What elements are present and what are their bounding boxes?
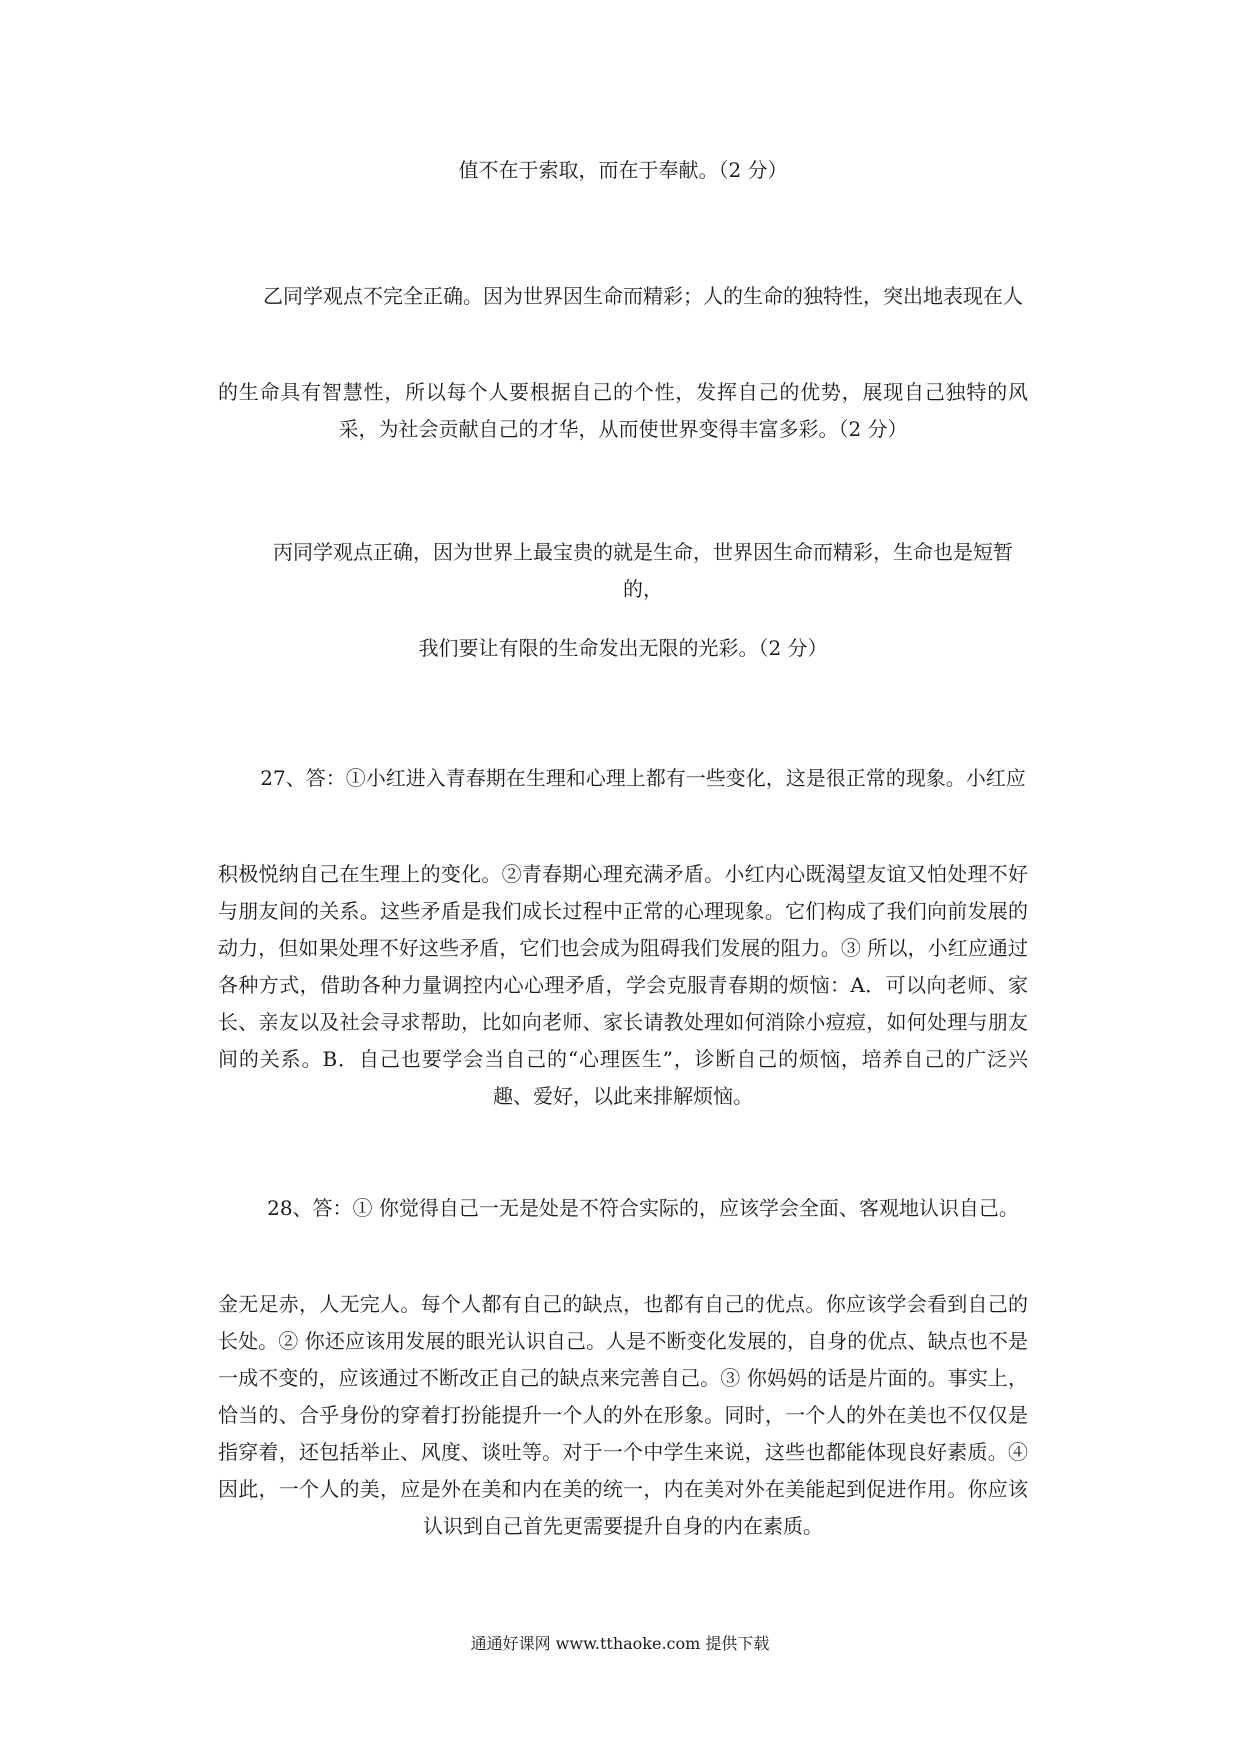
paragraph-1 xyxy=(218,152,1028,189)
paragraph-text: 的生命具有智慧性，所以每个人要根据自己的个性，发挥自己的优势，展现自己独特的风采，为社会贡献自己的才华，从而使世界变得丰富多彩。（2 分） xyxy=(218,380,1028,441)
paragraph-2-body xyxy=(218,374,1028,448)
footer-source xyxy=(0,1632,1240,1656)
paragraph-text: 积极悦纳自己在生理上的变化。②青春期心理充满矛盾。小红内心既渴望友谊又怕处理不好与朋友间的关系。这些矛盾是我们成长过程中正常的心理现象。它们构成了我们向前发展的动力，但如果处理不好这些矛盾，它们也会成为阻碍我们发展的阻力。③ 所以，小红应通过各种方式，借助各种力量调控内心心理矛盾，学会克服青春期的烦恼：A．可以向老师、家长、亲友以及社会寻求帮助，比如向老师、家长请教处理如何消除小痘痘，如何处理与朋友间的关系。B．自己也要学会当自己的“心理医生”，诊断自己的烦恼，培养自己的广泛兴趣、爱好，以此来排解烦恼。 xyxy=(218,862,1028,1108)
paragraph-3-body xyxy=(218,630,1028,667)
paragraph-text: 28、答：① 你觉得自己一无是处是不符合实际的，应该学会全面、客观地认识自己。 xyxy=(267,1196,1019,1220)
paragraph-text: 我们要让有限的生命发出无限的光彩。（2 分） xyxy=(418,636,828,660)
paragraph-text: 丙同学观点正确，因为世界上最宝贵的就是生命，世界因生命而精彩，生命也是短暂的， xyxy=(273,540,1013,601)
answer-27-body xyxy=(218,856,1028,1115)
footer-text: 通通好课网 www.tthaoke.com 提供下载 xyxy=(470,1634,770,1653)
paragraph-text: 乙同学观点不完全正确。因为世界因生命而精彩；人的生命的独特性，突出地表现在人 xyxy=(263,284,1023,308)
paragraph-text: 27、答：①小红进入青春期在生理和心理上都有一些变化，这是很正常的现象。小红应 xyxy=(260,766,1026,790)
paragraph-3-lead xyxy=(218,534,1028,608)
paragraph-2-lead xyxy=(218,278,1028,315)
answer-27-lead xyxy=(218,760,1028,797)
paragraph-text: 金无足赤，人无完人。每个人都有自己的缺点，也都有自己的优点。你应该学会看到自己的长处。② 你还应该用发展的眼光认识自己。人是不断变化发展的，自身的优点、缺点也不是一成不变的，应该通过不断改正自己的缺点来完善自己。③ 你妈妈的话是片面的。事实上，恰当的、合乎身份的穿着打扮能提升一个人的外在形象。同时，一个人的外在美也不仅仅是指穿着，还包括举止、风度、谈吐等。对于一个中学生来说，这些也都能体现良好素质。④ 因此，一个人的美，应是外在美和内在美的统一，内在美对外在美能起到促进作用。你应该认识到自己首先更需要提升自身的内在素质。 xyxy=(218,1292,1028,1538)
paragraph-text: 值不在于索取，而在于奉献。（2 分） xyxy=(458,158,788,182)
answer-28-lead xyxy=(218,1190,1028,1227)
answer-28-body xyxy=(218,1286,1028,1545)
